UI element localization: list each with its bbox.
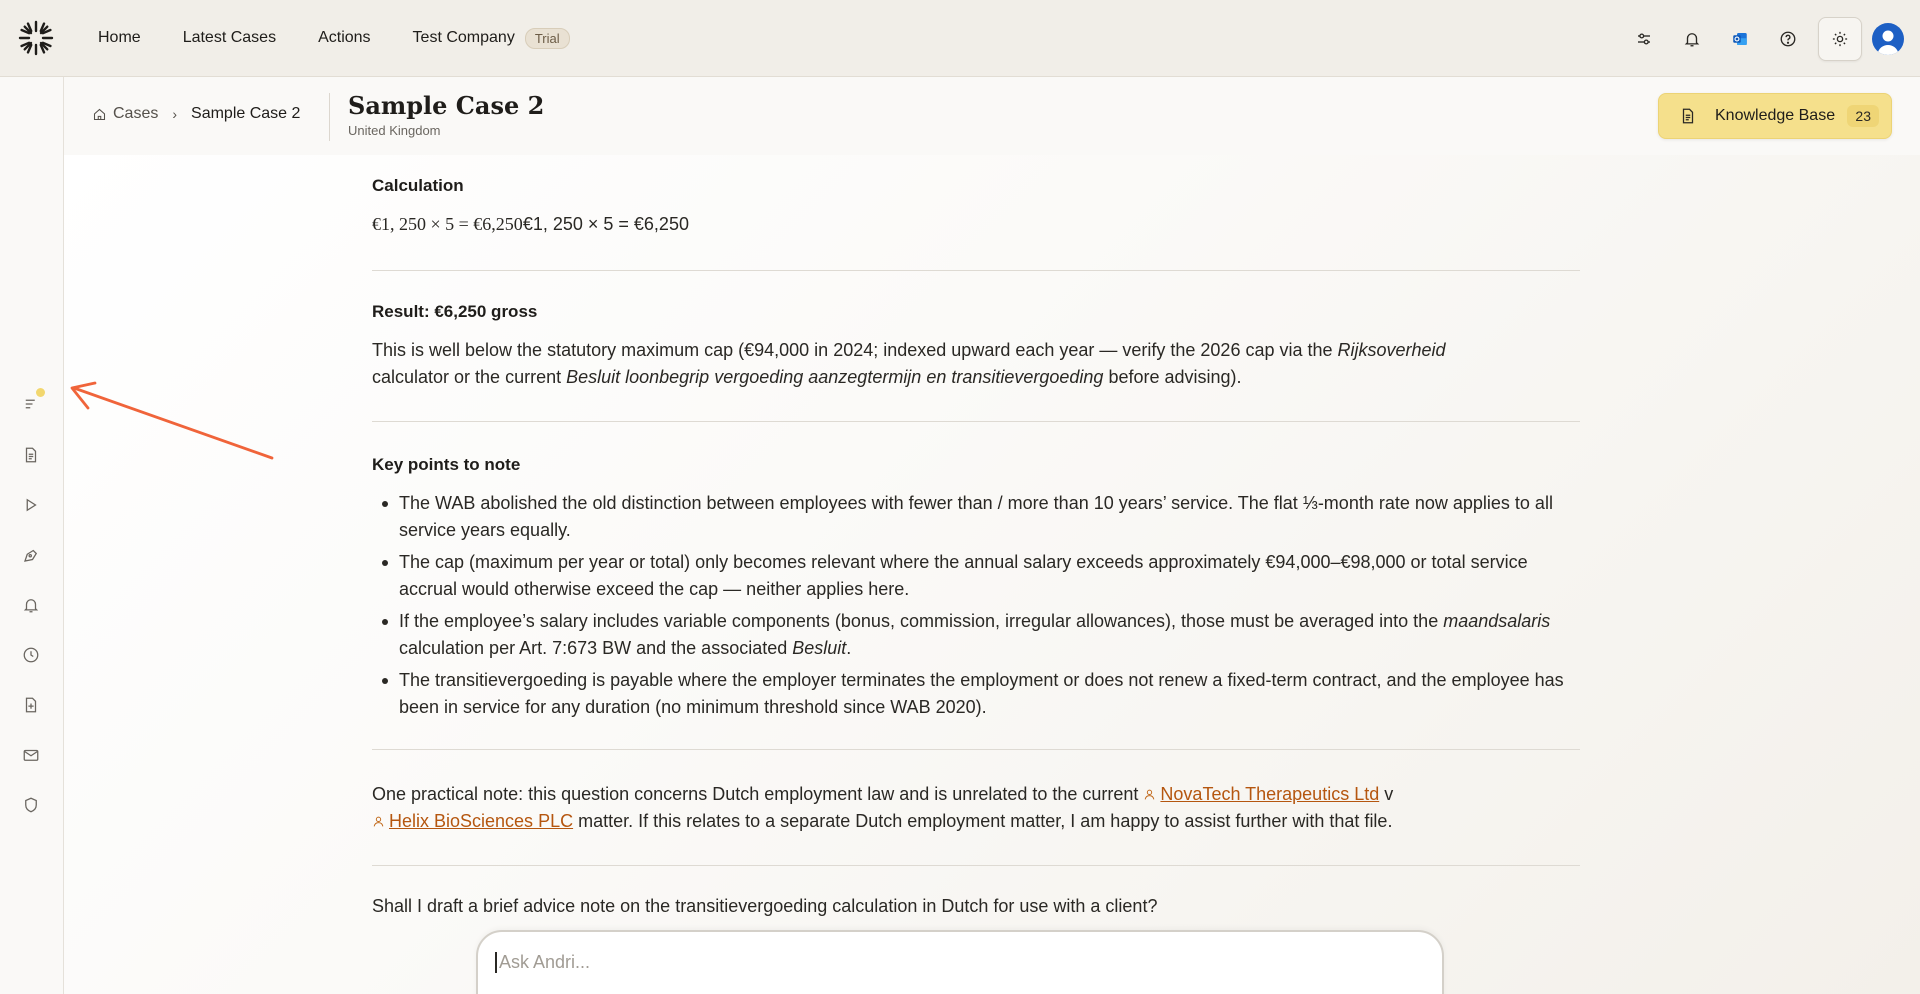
sidebar-item-upload[interactable] [22, 696, 42, 716]
header-divider [329, 93, 330, 141]
sidebar-item-run[interactable] [22, 496, 42, 516]
key-point-3-em-2: Besluit [792, 638, 847, 658]
divider [372, 270, 1580, 271]
nav-latest-cases[interactable]: Latest Cases [182, 29, 277, 46]
outlook-icon [1731, 30, 1749, 48]
case-header [64, 77, 1920, 155]
sidebar-item-drafting[interactable] [22, 546, 42, 566]
breadcrumb-cases-link[interactable]: Cases [113, 105, 159, 122]
sliders-icon [1635, 30, 1653, 48]
breadcrumb-current: Sample Case 2 [191, 105, 301, 122]
key-point-3-text-a: If the employee’s salary includes variable components (bonus, commission, irregular allowances), those must be averaged into the [399, 611, 1444, 631]
key-point-3-text-b: calculation per Art. 7:673 BW and the associated [399, 638, 793, 658]
pen-tool-icon [22, 546, 40, 564]
closing-question: Shall I draft a brief advice note on the transitievergoeding calculation in Dutch for use with a client? [372, 896, 1158, 916]
knowledge-base-count-badge: 23 [1847, 105, 1879, 127]
note-text-b: matter. If this relates to a separate Dutch employment matter, I am happy to assist further with that file. [573, 811, 1393, 831]
result-text-2: calculator or the current [372, 367, 567, 387]
left-sidebar [0, 77, 64, 994]
knowledge-base-button[interactable] [1658, 93, 1892, 139]
result-heading: Result: €6,250 gross [372, 302, 538, 321]
mail-icon [22, 746, 40, 764]
page-title: Sample Case 2 [348, 91, 545, 120]
chat-input-container [476, 930, 1444, 994]
result-text-em-2: Besluit loonbegrip vergoeding aanzegtermijn en transitievergoeding [566, 367, 1104, 387]
shield-icon [22, 796, 40, 814]
list-item: The WAB abolished the old distinction between employees with fewer than / more than 10 years’ service. The flat ⅓-month rate now applies to all service years equally. [372, 490, 1580, 544]
clock-icon [22, 646, 40, 664]
key-points-heading: Key points to note [372, 455, 521, 474]
formula-math: €1, 250 × 5 = €6,250 [372, 214, 523, 234]
list-item [372, 608, 1580, 662]
entity-link-helix[interactable] [372, 811, 573, 831]
chevron-right-icon: › [172, 106, 178, 122]
file-plus-icon [22, 696, 40, 714]
divider [372, 865, 1580, 866]
result-text-1: This is well below the statutory maximum cap (€94,000 in 2024; indexed upward each year — verify the 2026 cap via the [372, 340, 1338, 360]
nav-company[interactable]: Test Company [412, 29, 515, 46]
divider [372, 421, 1580, 422]
filters-button[interactable] [1620, 15, 1668, 63]
play-icon [22, 496, 40, 514]
list-item: The transitievergoeding is payable where the employer terminates the employment or does not renew a fixed-term contract, and the employee has been in service for any duration (no minimum threshold since WAB 2020). [372, 667, 1580, 721]
entity-name: NovaTech Therapeutics Ltd [1160, 784, 1380, 804]
bell-icon [1683, 30, 1701, 48]
list-lines-icon [22, 395, 40, 413]
top-navigation-bar [0, 0, 1920, 77]
top-right-actions [1620, 0, 1920, 77]
entity-name: Helix BioSciences PLC [389, 811, 574, 831]
sidebar-item-chats[interactable] [22, 395, 42, 415]
document-icon [1679, 107, 1697, 125]
key-point-3-text-c: . [846, 638, 852, 658]
note-text-a: One practical note: this question concerns Dutch employment law and is unrelated to the current [372, 784, 1144, 804]
help-circle-icon [1779, 30, 1797, 48]
list-item: The cap (maximum per year or total) only becomes relevant where the annual salary exceeds approximately €94,000–€98,000 or total service accrual would otherwise exceed the cap — neither applies here. [372, 549, 1580, 603]
notifications-button[interactable] [1668, 15, 1716, 63]
notification-dot [36, 388, 45, 397]
calculation-heading: Calculation [372, 176, 464, 195]
person-icon [372, 815, 385, 828]
app-logo-icon[interactable] [18, 20, 54, 56]
note-v: v [1379, 784, 1394, 804]
bell-icon [22, 596, 40, 614]
sidebar-item-alerts[interactable] [22, 596, 42, 616]
user-avatar[interactable] [1872, 23, 1904, 55]
nav-actions[interactable]: Actions [318, 29, 371, 46]
document-icon [22, 446, 40, 464]
result-paragraph [372, 337, 1580, 391]
theme-toggle-button[interactable] [1818, 17, 1862, 61]
sidebar-item-mail[interactable] [22, 746, 42, 766]
key-points-list [372, 490, 1580, 726]
breadcrumb [92, 105, 300, 123]
result-text-3: before advising). [1103, 367, 1242, 387]
entity-link-novatech[interactable] [1143, 784, 1379, 804]
main-nav [98, 28, 570, 49]
trial-badge: Trial [525, 28, 570, 49]
sidebar-item-history[interactable] [22, 646, 42, 666]
result-text-em-1: Rijksoverheid [1337, 340, 1446, 360]
key-point-3-em-1: maandsalaris [1443, 611, 1551, 631]
sidebar-item-documents[interactable] [22, 446, 42, 466]
user-silhouette-icon [1872, 23, 1904, 55]
knowledge-base-label: Knowledge Base [1715, 107, 1836, 124]
sidebar-item-security[interactable] [22, 796, 42, 816]
formula-text: €1, 250 × 5 = €6,250 [522, 214, 689, 234]
annotation-arrow-icon [64, 380, 294, 460]
ask-input[interactable] [495, 952, 1395, 973]
case-jurisdiction: United Kingdom [348, 123, 441, 138]
calculation-formula [372, 211, 689, 238]
practical-note [372, 781, 1580, 835]
sun-icon [1831, 30, 1849, 48]
nav-home[interactable]: Home [98, 29, 141, 46]
home-icon [92, 107, 107, 122]
chat-content-area [64, 155, 1920, 994]
help-button[interactable] [1764, 15, 1812, 63]
person-icon [1143, 788, 1156, 801]
outlook-button[interactable] [1716, 15, 1764, 63]
divider [372, 749, 1580, 750]
